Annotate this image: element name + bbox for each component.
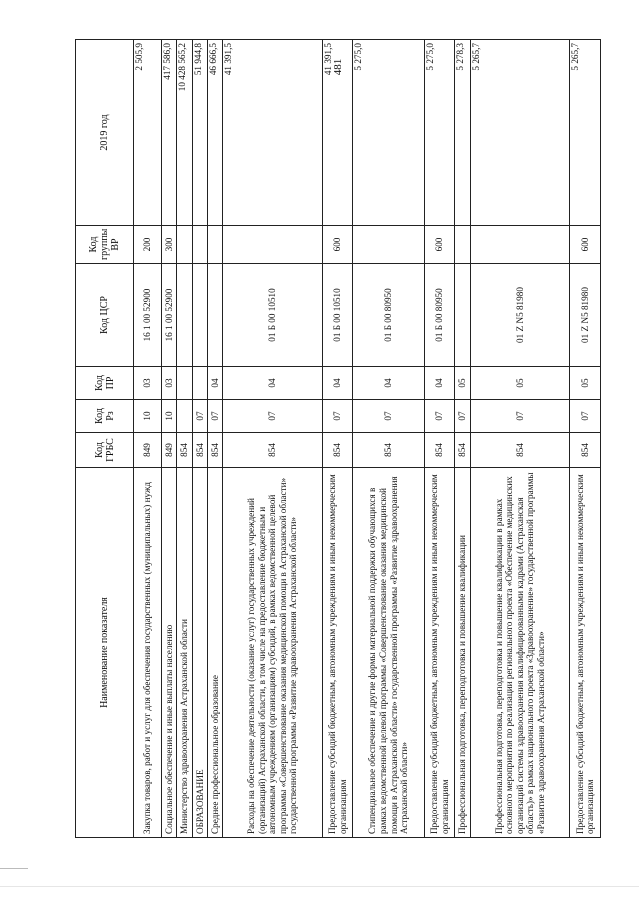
cell-pr: 04 [424, 367, 455, 400]
header-vr: Код группы ВР [76, 226, 134, 264]
cell-vr [470, 226, 570, 264]
cell-name: Министерство здравоохранения Астраханской области [177, 468, 192, 838]
cell-csr: 01 Z N5 81980 [570, 264, 601, 367]
cell-grbs: 854 [322, 433, 353, 468]
cell-vr: 600 [424, 226, 455, 264]
scan-edge-mark [0, 868, 28, 869]
cell-value: 5 275,0 [353, 40, 424, 226]
cell-grbs: 854 [207, 433, 222, 468]
table-row [177, 40, 192, 838]
cell-csr [455, 264, 470, 367]
cell-vr [207, 226, 222, 264]
rotated-table-page [75, 40, 601, 838]
cell-csr: 01 Z N5 81980 [470, 264, 570, 367]
cell-vr [353, 226, 424, 264]
cell-value: 46 666,5 [207, 40, 222, 226]
table-row [353, 40, 424, 838]
cell-grbs: 854 [424, 433, 455, 468]
cell-rz: 07 [192, 400, 207, 433]
cell-value: 51 944,8 [192, 40, 207, 226]
cell-rz: 07 [455, 400, 470, 433]
table-row [322, 40, 353, 838]
cell-grbs: 849 [134, 433, 162, 468]
cell-pr [177, 367, 192, 400]
cell-grbs: 854 [470, 433, 570, 468]
cell-rz [177, 400, 192, 433]
cell-name: Социальное обеспечение и иные выплаты населению [162, 468, 177, 838]
cell-rz: 07 [322, 400, 353, 433]
cell-grbs: 854 [192, 433, 207, 468]
cell-name: Стипендиальное обеспечение и другие формы материальной поддержки обучающихся в рамках ведомственной целевой программы «Совершенствование оказания медицинской помощи в Астраханской области» государственной программы «Развитие здравоохранения Астраханской области» [353, 468, 424, 838]
cell-value: 5 265,7 [570, 40, 601, 226]
cell-csr: 16 1 00 52900 [162, 264, 177, 367]
cell-rz: 07 [470, 400, 570, 433]
cell-name: Среднее профессиональное образование [207, 468, 222, 838]
cell-csr [177, 264, 192, 367]
cell-rz: 07 [207, 400, 222, 433]
cell-rz: 07 [223, 400, 323, 433]
cell-rz: 10 [134, 400, 162, 433]
scan-edge-line [0, 886, 639, 887]
cell-value: 10 428 565,2 [177, 40, 192, 226]
table-row [134, 40, 162, 838]
cell-value: 5 278,3 [455, 40, 470, 226]
cell-name: Профессиональная подготовка, переподготовка и повышение квалификации [455, 468, 470, 838]
cell-csr: 16 1 00 52900 [134, 264, 162, 367]
budget-table [75, 39, 601, 838]
table-row [207, 40, 222, 838]
cell-vr: 600 [322, 226, 353, 264]
table-row [570, 40, 601, 838]
cell-grbs: 854 [455, 433, 470, 468]
header-row [76, 40, 134, 838]
header-csr: Код ЦСР [76, 264, 134, 367]
cell-grbs: 854 [353, 433, 424, 468]
cell-pr: 04 [207, 367, 222, 400]
cell-name: Расходы на обеспечение деятельности (оказание услуг) государственных учреждений (организаций) Астраханской области, в том числе на предоставление бюджетным и автономным учреждениям (организациям) субсидий, в рамках ведомственной целевой программы «Совершенствование оказания медицинской помощи в Астраханской области» государственной программы «Развитие здравоохранения Астраханской области» [223, 468, 323, 838]
table-row [223, 40, 323, 838]
cell-value: 2 505,9 [134, 40, 162, 226]
page-number: 481 [332, 58, 344, 76]
cell-csr: 01 Б 00 10510 [322, 264, 353, 367]
table-row [470, 40, 570, 838]
table-row [162, 40, 177, 838]
cell-csr [192, 264, 207, 367]
cell-rz: 07 [353, 400, 424, 433]
cell-grbs: 854 [570, 433, 601, 468]
cell-csr: 01 Б 00 10510 [223, 264, 323, 367]
cell-vr: 600 [570, 226, 601, 264]
cell-name: Профессиональная подготовка, переподготовка и повышение квалификации в рамках основного мероприятия по реализации регионального проекта «Обеспечение медицинских организаций системы здравоохранения квалифицированными кадрами (Астраханская область)» в рамках национального проекта «Здравоохранение» государственной программы «Развитие здравоохранения Астраханской области» [470, 468, 570, 838]
cell-vr [177, 226, 192, 264]
header-pr: Код ПР [76, 367, 134, 400]
cell-name: Предоставление субсидий бюджетным, автономным учреждениям и иным некоммерческим организациям [570, 468, 601, 838]
cell-vr [192, 226, 207, 264]
cell-vr: 300 [162, 226, 177, 264]
cell-pr: 03 [134, 367, 162, 400]
cell-name: ОБРАЗОВАНИЕ [192, 468, 207, 838]
cell-value: 41 391,5 [223, 40, 323, 226]
header-year: 2019 год [76, 40, 134, 226]
cell-pr: 04 [223, 367, 323, 400]
header-grbs: Код ГРБС [76, 433, 134, 468]
cell-pr: 03 [162, 367, 177, 400]
header-name: Наименование показателя [76, 468, 134, 838]
table-body [134, 40, 601, 838]
cell-pr: 05 [455, 367, 470, 400]
cell-value: 41 391,5 [322, 40, 353, 226]
cell-pr: 05 [470, 367, 570, 400]
cell-vr: 200 [134, 226, 162, 264]
cell-name: Предоставление субсидий бюджетным, автономным учреждениям и иным некоммерческим организациям [424, 468, 455, 838]
cell-name: Закупка товаров, работ и услуг для обеспечения государственных (муниципальных) нужд [134, 468, 162, 838]
cell-name: Предоставление субсидий бюджетным, автономным учреждениям и иным некоммерческим организациям [322, 468, 353, 838]
cell-rz: 07 [570, 400, 601, 433]
cell-csr: 01 Б 00 80950 [353, 264, 424, 367]
cell-pr: 04 [353, 367, 424, 400]
table-row [455, 40, 470, 838]
cell-csr [207, 264, 222, 367]
cell-pr [192, 367, 207, 400]
cell-value: 417 586,0 [162, 40, 177, 226]
cell-grbs: 849 [162, 433, 177, 468]
cell-csr: 01 Б 00 80950 [424, 264, 455, 367]
table-row [424, 40, 455, 838]
cell-rz: 07 [424, 400, 455, 433]
cell-grbs: 854 [223, 433, 323, 468]
cell-grbs: 854 [177, 433, 192, 468]
cell-pr: 04 [322, 367, 353, 400]
table-row [192, 40, 207, 838]
cell-vr [223, 226, 323, 264]
cell-rz: 10 [162, 400, 177, 433]
cell-vr [455, 226, 470, 264]
header-rz: Код Рз [76, 400, 134, 433]
cell-value: 5 275,0 [424, 40, 455, 226]
cell-pr: 05 [570, 367, 601, 400]
cell-value: 5 265,7 [470, 40, 570, 226]
